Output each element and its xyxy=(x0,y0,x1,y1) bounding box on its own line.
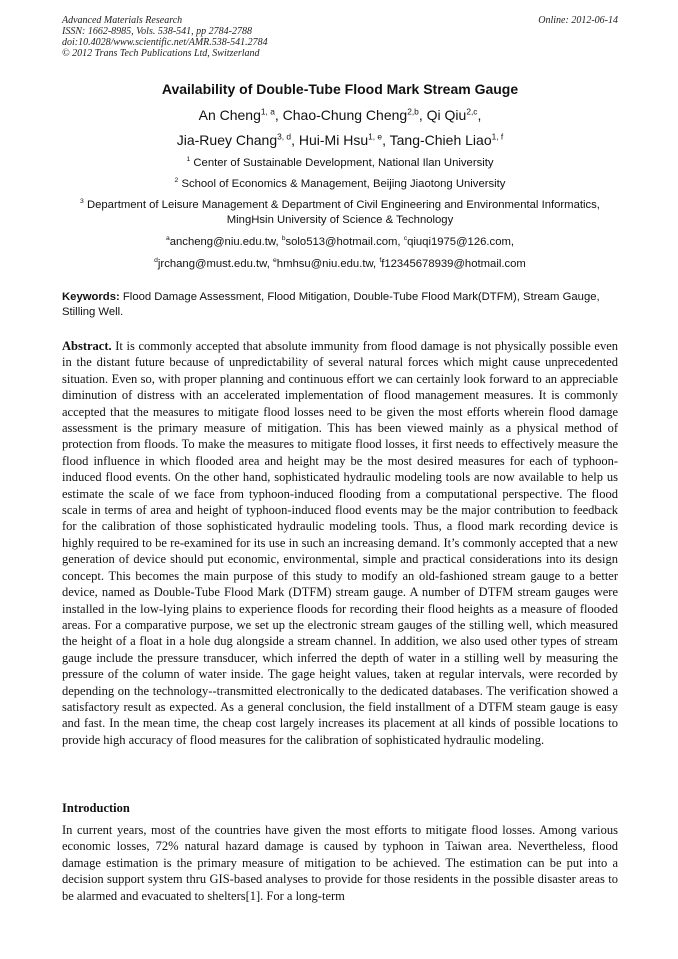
email-address: f12345678939@hotmail.com xyxy=(381,258,526,270)
keywords xyxy=(62,290,618,320)
journal-copyright: © 2012 Trans Tech Publications Ltd, Switzerland xyxy=(62,48,260,59)
email-line-2: $^d$jrchang@must.edu.tw, $^e$hmhsu@niu.edu.tw, $^f$f12345678939@hotmail.com xyxy=(154,257,526,270)
author-name: Chao-Chung Cheng xyxy=(282,107,408,123)
author-sup: 3, d xyxy=(277,131,292,142)
affiliation-sup: 2 xyxy=(174,177,179,185)
author-line-2: Jia-Ruey Chang$^{3, d}$, Hui-Mi Hsu$^{1, e}$, Tang-Chieh Liao$^{1, f}$ xyxy=(176,131,504,148)
email-sup: c xyxy=(403,235,408,243)
author-name: Hui-Mi Hsu xyxy=(298,132,369,148)
email-address: ancheng@niu.edu.tw xyxy=(169,236,276,248)
abstract xyxy=(62,338,618,748)
author-name: Jia-Ruey Chang xyxy=(176,132,278,148)
journal-info xyxy=(62,15,618,59)
email-address: hmhsu@niu.edu.tw xyxy=(276,258,374,270)
email-address: qiuqi1975@126.com xyxy=(407,236,511,248)
email-address: jrchang@must.edu.tw xyxy=(157,258,267,270)
affiliation-sup: 1 xyxy=(186,156,191,164)
keywords-text: Flood Damage Assessment, Flood Mitigation, Double-Tube Flood Mark(DTFM), Stream Gauge, Stilling Well. xyxy=(62,291,600,318)
author-sup: 1, a xyxy=(260,106,275,117)
introduction-heading: Introduction xyxy=(62,801,130,815)
affiliation-3 xyxy=(80,198,600,228)
author-list xyxy=(62,103,618,153)
author-sup: 1, f xyxy=(491,131,504,142)
keywords-label: Keywords: xyxy=(62,291,120,303)
abstract-text: It is commonly accepted that absolute immunity from flood damage is not physically possible even in the distant future because of unpredictability of several natural forces which might cause unprecedented situation. Even so, with proper planning and continuous effort we can certainly look forward to an appreciable diminution of distress with an accelerated implementation of flood management measures. It is commonly accepted that the measures to mitigate flood losses need to be given the most efforts wherein flood damage assessment is the primary measure of mitigation. This has been viewed mainly as a physical method of protection from floods. To make the measures to mitigate flood losses, it first needs to effectively measure the flood influence in which flooded area and height may be the most desired measures for each of typhoon-induced flood events. On the other hand, sophisticated hydraulic modeling tools are now available to help us estimate the scale of we face from typhoon-induced flooding from a computational perspective. The flood scale in terms of area and height of typhoon-induced flood events may be the major contribution to feedback for the calibration of those sophisticated hydraulic modeling tools. Thus, a flood mark recording device is highly required to be re-examined for its use in such an increasing demand. It’s commonly accepted that a new generation of device should put economic, environmental, simple and practical considerations into its design concept. This becomes the main purpose of this study to modify an old-fashioned stream gauge to a better device, named as Double-Tube Flood Mark (DTFM) stream gauge. A number of DTFM stream gauges were installed in the low-lying plains to experience floods for recording their flood heights as a measure of flooded areas. For a comparative purpose, we set up the electronic stream gauges of the stilling well, which measured the height of a float in a hole dug alongside a stream channel. In addition, we also used other types of stream gauge include the pressure transducer, which inferred the depth of water in a stilling well by measuring the pressure of the column of water inside. The gage height values, taken at regular intervals, were recorded by depending on the technology--transmitted electronically to the dedicated databases. The verification showed a satisfactory result as expected. As a general conclusion, the field installment of a DTFM steam gauge is easy and fast. In the mean time, the cheap cost largely increases its placement at all kinds of possible locations to provide high accuracy of flood measures for the calibration of sophisticated hydraulic modeling. xyxy=(62,339,618,747)
email-line-1: $^a$ancheng@niu.edu.tw, $^b$solo513@hotmail.com, $^c$qiuqi1975@126.com, xyxy=(165,235,515,248)
affiliation-2 xyxy=(62,177,618,192)
abstract-label: Abstract. xyxy=(62,339,112,353)
email-sup: e xyxy=(273,257,277,265)
author-sup: 2,b xyxy=(407,106,419,117)
introduction-text: In current years, most of the countries have given the most efforts to mitigate flood losses. Among various economic losses, 72% natural hazard damage is caused by typhoon in Taiwan area. Nevertheless, flood damage estimation is the primary measure of mitigation to be achieved. The estimation can be put into a decision support system thru GIS-based analyses to provide for those residents in the possible disaster areas to be alarmed and evacuated to shelters[1]. For a long-term xyxy=(62,823,618,903)
affiliation-sup: 3 xyxy=(80,198,84,206)
affiliation-text: Department of Leisure Management & Department of Civil Engineering and Environmental Informatics, MingHsin University of Science & Technology xyxy=(86,199,600,226)
email-sup: b xyxy=(281,235,286,243)
author-line-1: An Cheng$^{1, a}$, Chao-Chung Cheng$^{2,b}$, Qi Qiu$^{2,c}$, xyxy=(198,106,482,123)
author-name: An Cheng xyxy=(198,107,261,123)
affiliation-text: Center of Sustainable Development, National Ilan University xyxy=(193,157,494,169)
affiliation-1 xyxy=(62,156,618,171)
journal-doi: doi:10.4028/www.scientific.net/AMR.538-541.2784 xyxy=(62,37,268,48)
author-sup: 2,c xyxy=(466,106,478,117)
author-name: Qi Qiu xyxy=(426,107,467,123)
journal-issn: ISSN: 1662-8985, Vols. 538-541, pp 2784-2788 xyxy=(62,26,252,37)
email-sup: d xyxy=(154,257,158,265)
author-sup: 1, e xyxy=(368,131,383,142)
online-date: Online: 2012-06-14 xyxy=(538,15,618,26)
journal-name: Advanced Materials Research xyxy=(62,15,183,26)
email-list xyxy=(62,231,618,275)
affiliation-text: School of Economics & Management, Beijing Jiaotong University xyxy=(181,178,506,190)
journal-header xyxy=(62,15,618,59)
email-sup: f xyxy=(379,257,382,265)
author-name: Tang-Chieh Liao xyxy=(389,132,492,148)
paper-title: Availability of Double-Tube Flood Mark Stream Gauge xyxy=(161,81,519,97)
email-sup: a xyxy=(165,235,170,243)
email-address: solo513@hotmail.com xyxy=(285,236,398,248)
